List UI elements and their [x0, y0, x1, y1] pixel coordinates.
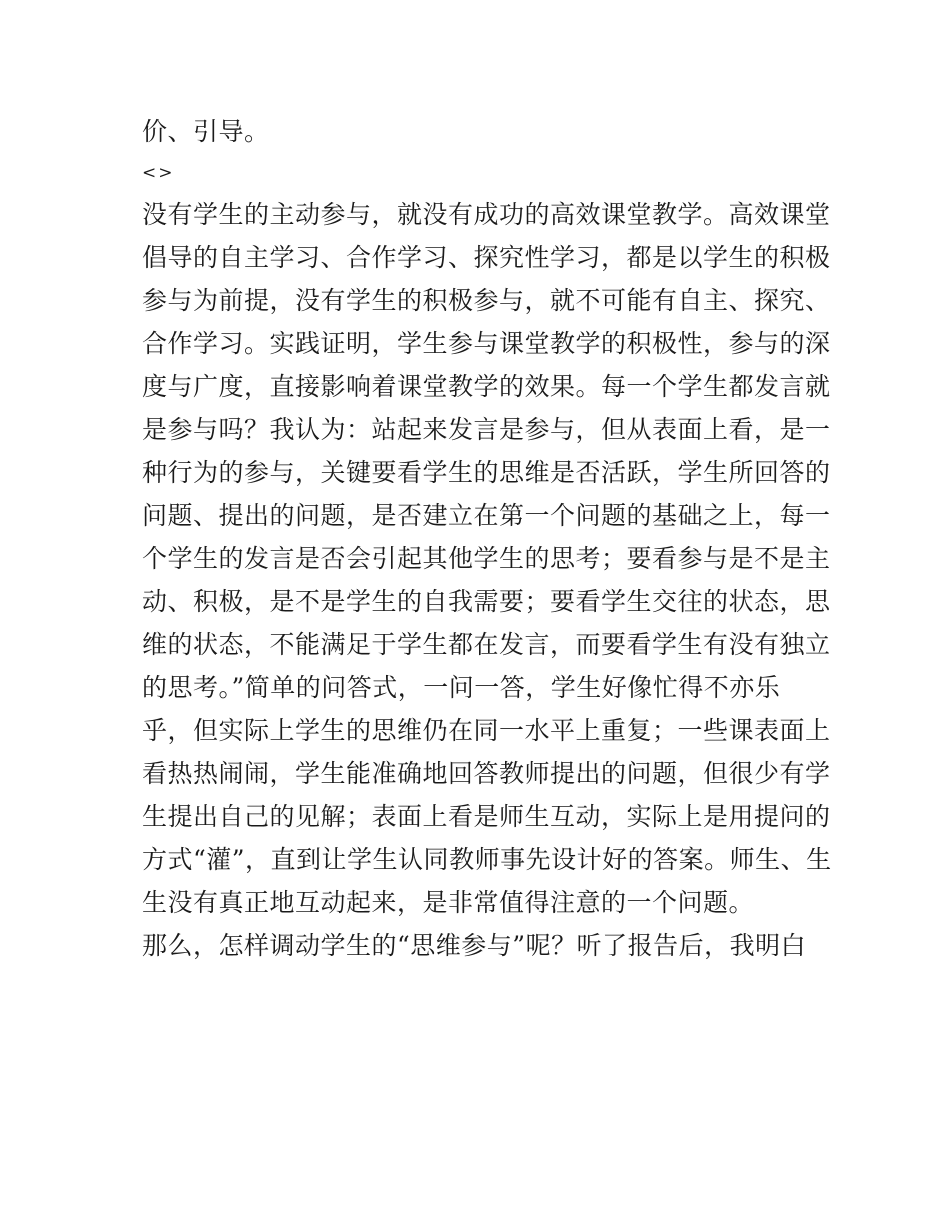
text-line: 倡导的自主学习、合作学习、探究性学习，都是以学生的积极 [142, 243, 831, 272]
text-line: 没有学生的主动参与，就没有成功的高效课堂教学。高效课堂 [142, 200, 831, 229]
text-line: 那么，怎样调动学生的“思维参与”呢？听了报告后，我明白 [142, 931, 807, 960]
text-line: 是参与吗？我认为：站起来发言是参与，但从表面上看，是一 [142, 415, 831, 444]
document-body [142, 110, 832, 967]
text-line: <> [142, 163, 175, 183]
text-line: 度与广度，直接影响着课堂教学的效果。每一个学生都发言就 [142, 372, 831, 401]
text-line: 乎，但实际上学生的思维仍在同一水平上重复；一些课表面上 [142, 716, 831, 745]
text-line: 种行为的参与，关键要看学生的思维是否活跃，学生所回答的 [142, 458, 831, 487]
text-line: 合作学习。实践证明，学生参与课堂教学的积极性，参与的深 [142, 329, 831, 358]
text-line: 问题、提出的问题，是否建立在第一个问题的基础之上，每一 [142, 501, 831, 530]
text-line: 方式“灌”，直到让学生认同教师事先设计好的答案。师生、生 [142, 845, 832, 874]
text-line: 参与为前提，没有学生的积极参与，就不可能有自主、探究、 [142, 286, 831, 315]
text-line: 生提出自己的见解；表面上看是师生互动，实际上是用提问的 [142, 802, 831, 831]
text-line: 价、引导。 [142, 117, 270, 146]
text-line: 个学生的发言是否会引起其他学生的思考；要看参与是不是主 [142, 544, 831, 573]
text-line: 看热热闹闹，学生能准确地回答教师提出的问题，但很少有学 [142, 759, 831, 788]
text-line: 的思考。”简单的问答式，一问一答，学生好像忙得不亦乐 [142, 673, 781, 702]
text-line: 生没有真正地互动起来，是非常值得注意的一个问题。 [142, 888, 755, 917]
text-line: 维的状态，不能满足于学生都在发言，而要看学生有没有独立 [142, 630, 831, 659]
text-line: 动、积极，是不是学生的自我需要；要看学生交往的状态，思 [142, 587, 831, 616]
